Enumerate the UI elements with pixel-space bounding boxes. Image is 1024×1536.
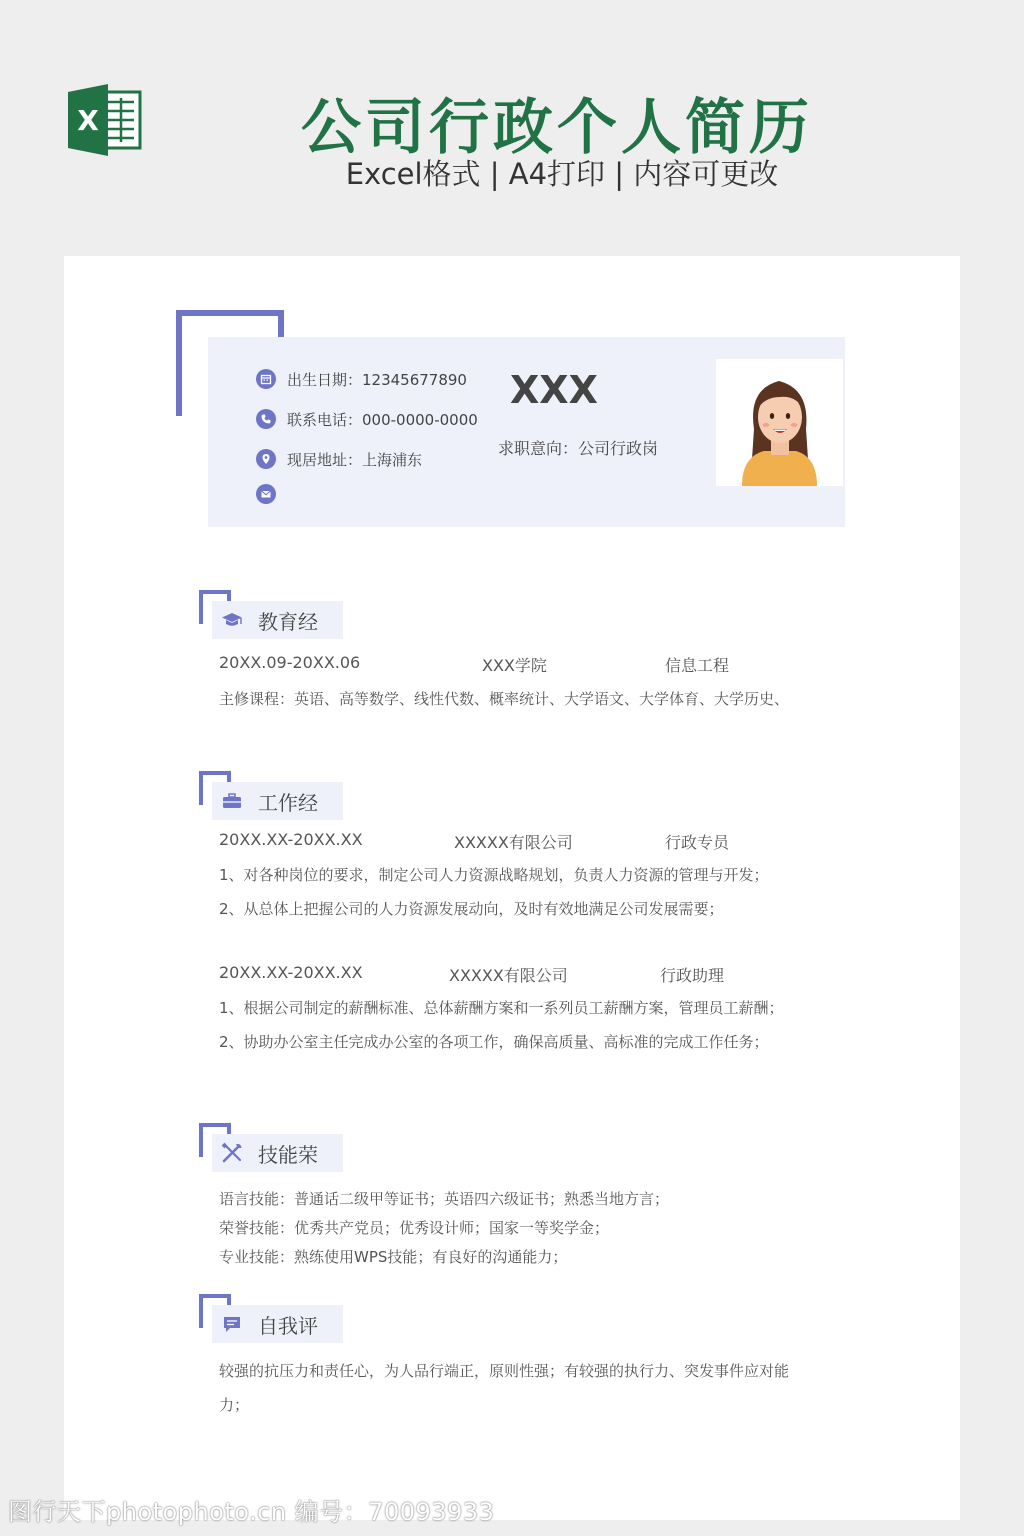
- job-1-date: 20XX.XX-20XX.XX: [219, 830, 363, 849]
- education-date: 20XX.09-20XX.06: [219, 653, 361, 672]
- job-2-date: 20XX.XX-20XX.XX: [219, 963, 363, 982]
- job-2-role: 行政助理: [660, 966, 725, 985]
- page-subtitle: Excel格式 | A4打印 | 内容可更改: [345, 157, 779, 191]
- graduation-cap-icon: [220, 608, 244, 632]
- skills-line-1: 语言技能：普通话二级甲等证书；英语四六级证书；熟悉当地方言；: [219, 1190, 670, 1208]
- self-eval-heading: [212, 1305, 343, 1343]
- birth-text: 出生日期：12345677890: [287, 370, 467, 389]
- skills-line-2: 荣誉技能：优秀共产党员；优秀设计师；国家一等奖学金；: [219, 1219, 610, 1237]
- job-objective: 求职意向：公司行政岗: [498, 439, 659, 458]
- profile-photo: [716, 359, 843, 486]
- work-heading: [212, 782, 343, 820]
- self-eval-line-1: 较强的抗压力和责任心，为人品行端正，原则性强；有较强的执行力、突发事件应对能: [219, 1362, 790, 1380]
- email-row: [256, 482, 287, 506]
- phone-text: 联系电话：000-0000-0000: [287, 410, 478, 429]
- briefcase-icon: [220, 789, 244, 813]
- self-eval-title: 自我评: [258, 1313, 318, 1338]
- address-row: [256, 447, 422, 471]
- birth-row: [256, 367, 467, 391]
- chat-icon: [220, 1312, 244, 1336]
- mail-icon: [256, 484, 276, 504]
- skills-title: 技能荣: [258, 1142, 318, 1167]
- job-1-duty-1: 1、对各种岗位的要求，制定公司人力资源战略规划，负责人力资源的管理与开发；: [219, 866, 769, 884]
- location-icon: [256, 449, 276, 469]
- skills-heading: [212, 1134, 343, 1172]
- job-2-company: XXXXX有限公司: [449, 966, 568, 985]
- skills-line-3: 专业技能：熟练使用WPS技能；有良好的沟通能力；: [219, 1248, 568, 1266]
- job-1-company: XXXXX有限公司: [454, 833, 573, 852]
- job-2-duty-2: 2、协助办公室主任完成办公室的各项工作，确保高质量、高标准的完成工作任务；: [219, 1033, 769, 1051]
- calendar-icon: [256, 369, 276, 389]
- tools-icon: [220, 1141, 244, 1165]
- address-text: 现居地址：上海浦东: [287, 450, 423, 469]
- watermark-text: 图行天下photophoto.cn 编号：70093933: [8, 1498, 495, 1526]
- self-eval-line-2: 力；: [219, 1396, 250, 1414]
- education-major: 信息工程: [665, 656, 730, 675]
- phone-row: [256, 407, 478, 431]
- job-1-role: 行政专员: [665, 833, 730, 852]
- job-2-duty-1: 1、根据公司制定的薪酬标准、总体薪酬方案和一系列员工薪酬方案，管理员工薪酬；: [219, 999, 784, 1017]
- education-heading: [212, 601, 343, 639]
- candidate-name: XXX: [510, 368, 598, 412]
- excel-logo-letter: X: [77, 104, 99, 137]
- education-school: XXX学院: [482, 656, 547, 675]
- education-title: 教育经: [258, 609, 318, 634]
- page-title: 公司行政个人简历: [301, 93, 813, 163]
- job-1-duty-2: 2、从总体上把握公司的人力资源发展动向，及时有效地满足公司发展需要；: [219, 900, 724, 918]
- phone-icon: [256, 409, 276, 429]
- work-title: 工作经: [258, 790, 318, 815]
- education-courses: 主修课程：英语、高等数学、线性代数、概率统计、大学语文、大学体育、大学历史、: [219, 690, 790, 708]
